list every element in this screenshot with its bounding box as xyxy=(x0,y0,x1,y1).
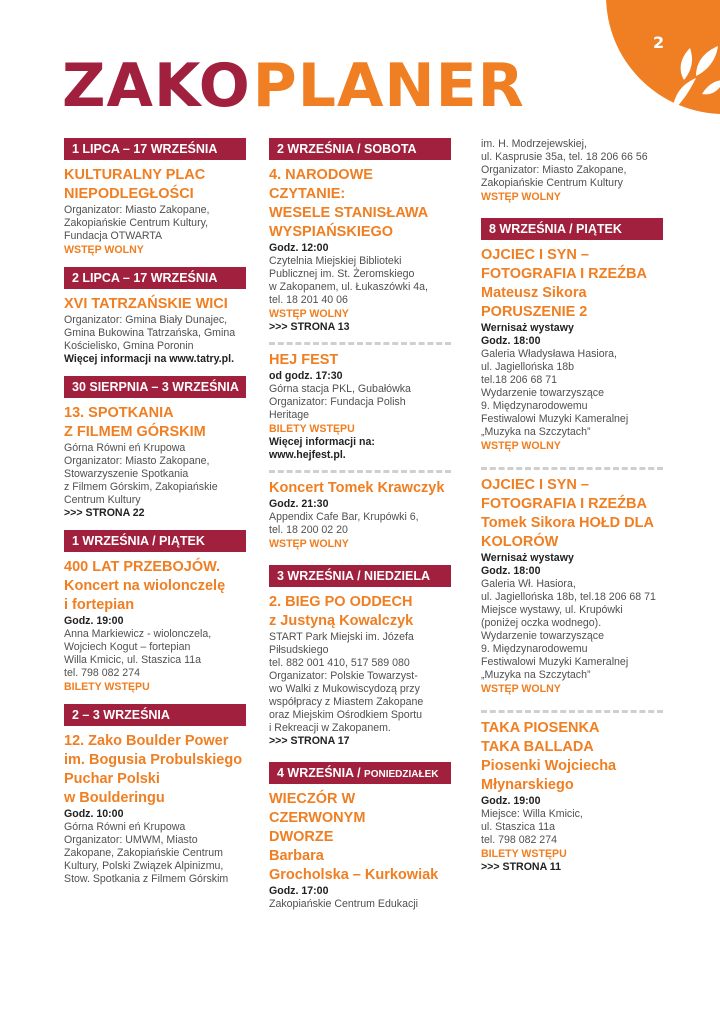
event-details: Appendix Cafe Bar, Krupówki 6, tel. 18 200 02 20 xyxy=(269,511,419,536)
event-title: XVI TATRZAŃSKIE WICI xyxy=(64,296,228,312)
page-reference: >>> STRONA 11 xyxy=(481,861,561,873)
event-time: Godz. 17:00 xyxy=(269,885,329,897)
event-title: 2. BIEG PO ODDECH z Justyną Kowalczyk xyxy=(269,594,414,629)
event-time: Godz. 19:00 xyxy=(64,615,124,627)
admission-note: WSTĘP WOLNY xyxy=(269,308,349,320)
event-details: Górna Równi eń Krupowa Organizator: Miasto Zakopane, Stowarzyszenie Spotkania z Filmem Górskim, Zakopiańskie Centrum Kultury xyxy=(64,442,218,506)
event-title: 12. Zako Boulder Power im. Bogusia Probulskiego Puchar Polski w Boulderingu xyxy=(64,733,243,806)
date-header: 8 WRZEŚNIA / PIĄTEK xyxy=(481,218,663,240)
page-reference: >>> STRONA 13 xyxy=(269,321,350,333)
admission-note: WSTĘP WOLNY xyxy=(64,244,144,256)
wheat-icon xyxy=(662,34,720,114)
event-title: KULTURALNY PLAC NIEPODLEGŁOŚCI xyxy=(64,167,206,202)
event-details: Galeria Wł. Hasiora, ul. Jagiellońska 18b, tel.18 206 68 71 Miejsce wystawy, ul. Krupówki (poniżej oczka wodnego). Wydarzenie towarzyszące 9. Międzynarodowemu Festiwalowi Muzyki Kameralnej „Muzyka na Szczytach” xyxy=(481,578,656,681)
more-info-link[interactable]: www.hejfest.pl. xyxy=(269,449,346,461)
event-subtitle: Wernisaż wystawy xyxy=(481,322,574,334)
date-header: 1 LIPCA – 17 WRZEŚNIA xyxy=(64,138,246,160)
admission-note: BILETY WSTĘPU xyxy=(481,848,567,860)
more-info-label: Więcej informacji na: xyxy=(269,436,375,448)
event-details: Organizator: Miasto Zakopane, Zakopiańskie Centrum Kultury, Fundacja OTWARTA xyxy=(64,204,210,242)
admission-note: WSTĘP WOLNY xyxy=(269,538,349,550)
more-info-link[interactable]: Więcej informacji na www.tatry.pl. xyxy=(64,353,235,365)
logo-zako: ZAKO xyxy=(62,51,251,121)
event-title: 13. SPOTKANIA Z FILMEM GÓRSKIM xyxy=(64,405,206,440)
date-header: 1 WRZEŚNIA / PIĄTEK xyxy=(64,530,246,552)
divider xyxy=(481,467,663,470)
admission-note: BILETY WSTĘPU xyxy=(64,681,150,693)
logo-planer: PLANER xyxy=(252,51,525,121)
divider xyxy=(481,710,663,713)
event-title: 400 LAT PRZEBOJÓW. Koncert na wiolonczelę i fortepian xyxy=(64,559,226,613)
event-subtitle: Wernisaż wystawy xyxy=(481,552,574,564)
event-time: Godz. 21:30 xyxy=(269,498,329,510)
admission-note: WSTĘP WOLNY xyxy=(481,191,561,203)
event-title: Koncert Tomek Krawczyk xyxy=(269,480,445,496)
event-details: Górna Równi eń Krupowa Organizator: UMWM, Miasto Zakopane, Zakopiańskie Centrum Kultury, Polski Związek Alpinizmu, Stow. Spotkania z Filmem Górskim xyxy=(64,821,229,885)
admission-note: WSTĘP WOLNY xyxy=(481,683,561,695)
event-title: OJCIEC I SYN – FOTOGRAFIA I RZEŹBA Tomek Sikora HOŁD DLA KOLORÓW xyxy=(481,477,654,550)
event-time: Godz. 12:00 xyxy=(269,242,329,254)
event-time: od godz. 17:30 xyxy=(269,370,343,382)
event-time: Godz. 19:00 xyxy=(481,795,541,807)
event-title: TAKA PIOSENKA TAKA BALLADA Piosenki Wojciecha Młynarskiego xyxy=(481,720,617,793)
divider xyxy=(269,470,451,473)
column-3 xyxy=(481,138,663,874)
page-reference: >>> STRONA 17 xyxy=(269,735,350,747)
date-header: 2 LIPCA – 17 WRZEŚNIA xyxy=(64,267,246,289)
event-details: Czytelnia Miejskiej Biblioteki Publicznej im. St. Żeromskiego w Zakopanem, ul. Łukaszówki 4a, tel. 18 201 40 06 xyxy=(269,255,428,306)
event-details: Zakopiańskie Centrum Edukacji xyxy=(269,898,418,910)
event-title: WIECZÓR W CZERWONYM DWORZE Barbara Grocholska – Kurkowiak xyxy=(269,791,439,883)
date-header: 2 – 3 WRZEŚNIA xyxy=(64,704,246,726)
divider xyxy=(269,342,451,345)
event-details: Miejsce: Willa Kmicic, ul. Staszica 11a tel. 798 082 274 xyxy=(481,808,583,846)
date-header: 3 WRZEŚNIA / NIEDZIELA xyxy=(269,565,451,587)
admission-note: BILETY WSTĘPU xyxy=(269,423,355,435)
date-header: 2 WRZEŚNIA / SOBOTA xyxy=(269,138,451,160)
event-details: Anna Markiewicz - wiolonczela, Wojciech Kogut – fortepian Willa Kmicic, ul. Staszica 11a tel. 798 082 274 xyxy=(64,628,212,679)
event-details: Organizator: Gmina Biały Dunajec, Gmina Bukowina Tatrzańska, Gmina Kościelisko, Gmina Poronin xyxy=(64,314,236,352)
event-time: Godz. 18:00 xyxy=(481,335,541,347)
column-1 xyxy=(64,138,246,886)
event-time: Godz. 10:00 xyxy=(64,808,124,820)
app-logo xyxy=(62,51,525,121)
event-details: START Park Miejski im. Józefa Piłsudskiego tel. 882 001 410, 517 589 080 Organizator: Polskie Towarzyst- wo Walki z Mukowiscydozą przy współpracy z Miastem Zakopane oraz Miejskim Ośrodkiem Sportu i Rekreacji w Zakopanem. xyxy=(269,631,424,734)
page-reference: >>> STRONA 22 xyxy=(64,507,145,519)
event-details: Górna stacja PKL, Gubałówka Organizator: Fundacja Polish Heritage xyxy=(269,383,411,421)
event-time: Godz. 18:00 xyxy=(481,565,541,577)
date-header: 4 WRZEŚNIA / PONIEDZIAŁEK xyxy=(269,762,451,784)
admission-note: WSTĘP WOLNY xyxy=(481,440,561,452)
column-2 xyxy=(269,138,451,911)
event-title: OJCIEC I SYN – FOTOGRAFIA I RZEŹBA Mateusz Sikora PORUSZENIE 2 xyxy=(481,247,647,320)
event-title: HEJ FEST xyxy=(269,352,339,368)
event-details: Galeria Władysława Hasiora, ul. Jagiellońska 18b tel.18 206 68 71 Wydarzenie towarzyszące 9. Międzynarodowemu Festiwalowi Muzyki Kameralnej „Muzyka na Szczytach” xyxy=(481,348,629,438)
date-header: 30 SIERPNIA – 3 WRZEŚNIA xyxy=(64,376,246,398)
event-details: im. H. Modrzejewskiej, ul. Kasprusie 35a, tel. 18 206 66 56 Organizator: Miasto Zakopane, Zakopiańskie Centrum Kultury xyxy=(481,138,648,189)
page-number: 2 xyxy=(653,33,665,52)
event-title: 4. NARODOWE CZYTANIE: WESELE STANISŁAWA WYSPIAŃSKIEGO xyxy=(269,167,429,240)
